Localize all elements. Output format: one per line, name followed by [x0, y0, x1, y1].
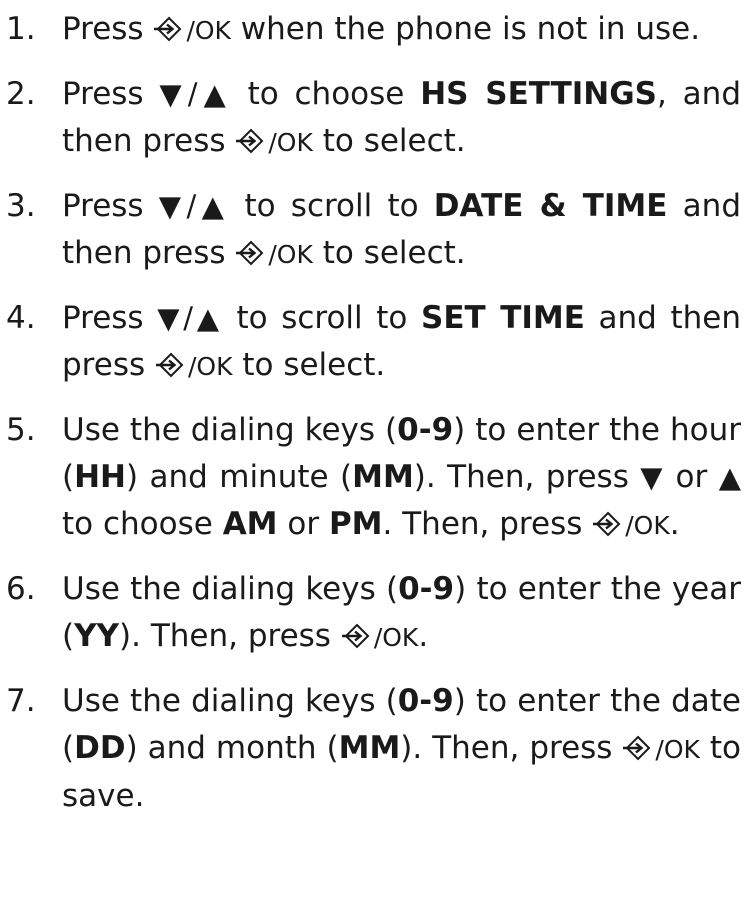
step-text: when the phone is not in use. [230, 11, 701, 47]
step-text: Press [62, 11, 154, 47]
ok-label: /OK [268, 128, 313, 157]
step-text: ) to enter the date ( [62, 683, 741, 766]
step-item [0, 407, 741, 549]
bold-term: YY [74, 618, 120, 654]
step-item [0, 566, 741, 661]
step-text: Use the dialing keys ( [62, 571, 399, 607]
select-ok-key [153, 6, 231, 54]
step-text: or [277, 506, 329, 542]
select-ok-key [592, 501, 670, 549]
step-item [0, 6, 741, 54]
select-ok-key [155, 342, 233, 390]
select-ok-key [341, 613, 419, 661]
step-text: Press [62, 76, 160, 112]
step-text: and then press [62, 188, 741, 271]
step-text: ) to enter the year ( [62, 571, 741, 654]
select-ok-key [235, 230, 313, 278]
select-ok-key [622, 725, 700, 773]
step-number: 5. [6, 412, 36, 448]
step-text: ) and month ( [125, 730, 339, 766]
select-ok-key [235, 118, 313, 166]
step-text: ) to enter the hour ( [62, 412, 741, 495]
instruction-list [0, 6, 741, 837]
select-key-icon [235, 123, 268, 159]
step-text: or [664, 459, 719, 495]
step-text: . [669, 506, 680, 542]
select-key-icon [153, 11, 186, 47]
step-number: 2. [6, 76, 36, 112]
bold-term: HS SETTINGS [420, 76, 657, 112]
select-key-icon [592, 506, 625, 542]
bold-term: AM [222, 506, 278, 542]
step-number: 4. [6, 300, 36, 336]
ok-label: /OK [373, 623, 419, 652]
ok-label: /OK [655, 735, 700, 764]
arrow-keys-icon: ▼/▲ [158, 189, 230, 223]
step-text: Use the dialing keys ( [62, 683, 398, 719]
select-key-icon [235, 235, 268, 271]
step-item [0, 71, 741, 166]
bold-term: PM [328, 506, 383, 542]
step-text: to select. [312, 123, 466, 159]
step-text: and then press [62, 300, 741, 383]
step-text: to choose [231, 76, 421, 112]
ok-label: /OK [186, 16, 231, 45]
bold-term: HH [74, 459, 126, 495]
step-number: 6. [6, 571, 36, 607]
step-text: to scroll to [229, 188, 434, 224]
step-text: . [418, 618, 429, 654]
step-text: ). Then, press [400, 730, 623, 766]
select-key-icon [622, 730, 655, 766]
arrow-keys-icon: ▼/▲ [159, 77, 232, 111]
step-text: to select. [312, 235, 466, 271]
ok-label: /OK [625, 511, 670, 540]
step-item [0, 183, 741, 278]
ok-label: /OK [187, 352, 233, 381]
bold-term: 0-9 [398, 571, 455, 607]
bold-term: MM [352, 459, 414, 495]
ok-label: /OK [268, 240, 313, 269]
step-number: 3. [6, 188, 36, 224]
step-number: 7. [6, 683, 36, 719]
arrow-keys-icon: ▼/▲ [157, 301, 223, 335]
bold-term: 0-9 [397, 412, 454, 448]
step-text: to scroll to [222, 300, 422, 336]
bold-term: DATE & TIME [433, 188, 668, 224]
step-text: to select. [232, 347, 386, 383]
select-key-icon [341, 618, 374, 654]
step-text: Press [62, 188, 159, 224]
step-text: Use the dialing keys ( [62, 412, 398, 448]
bold-term: SET TIME [421, 300, 585, 336]
step-number: 1. [6, 11, 36, 47]
step-item [0, 678, 741, 820]
select-key-icon [155, 347, 188, 383]
step-text: ) and minute ( [126, 459, 353, 495]
bold-term: DD [74, 730, 126, 766]
step-item [0, 295, 741, 390]
bold-term: MM [338, 730, 401, 766]
step-text: . Then, press [382, 506, 593, 542]
bold-term: 0-9 [397, 683, 454, 719]
arrow-keys-icon: ▲ [718, 460, 741, 494]
step-text: ). Then, press [119, 618, 341, 654]
step-text: to save. [62, 730, 741, 814]
step-text: , and then press [62, 76, 742, 159]
step-text: ). Then, press [413, 459, 641, 495]
step-text: Press [62, 300, 158, 336]
step-text: to choose [62, 506, 223, 542]
arrow-keys-icon: ▼ [640, 460, 665, 494]
